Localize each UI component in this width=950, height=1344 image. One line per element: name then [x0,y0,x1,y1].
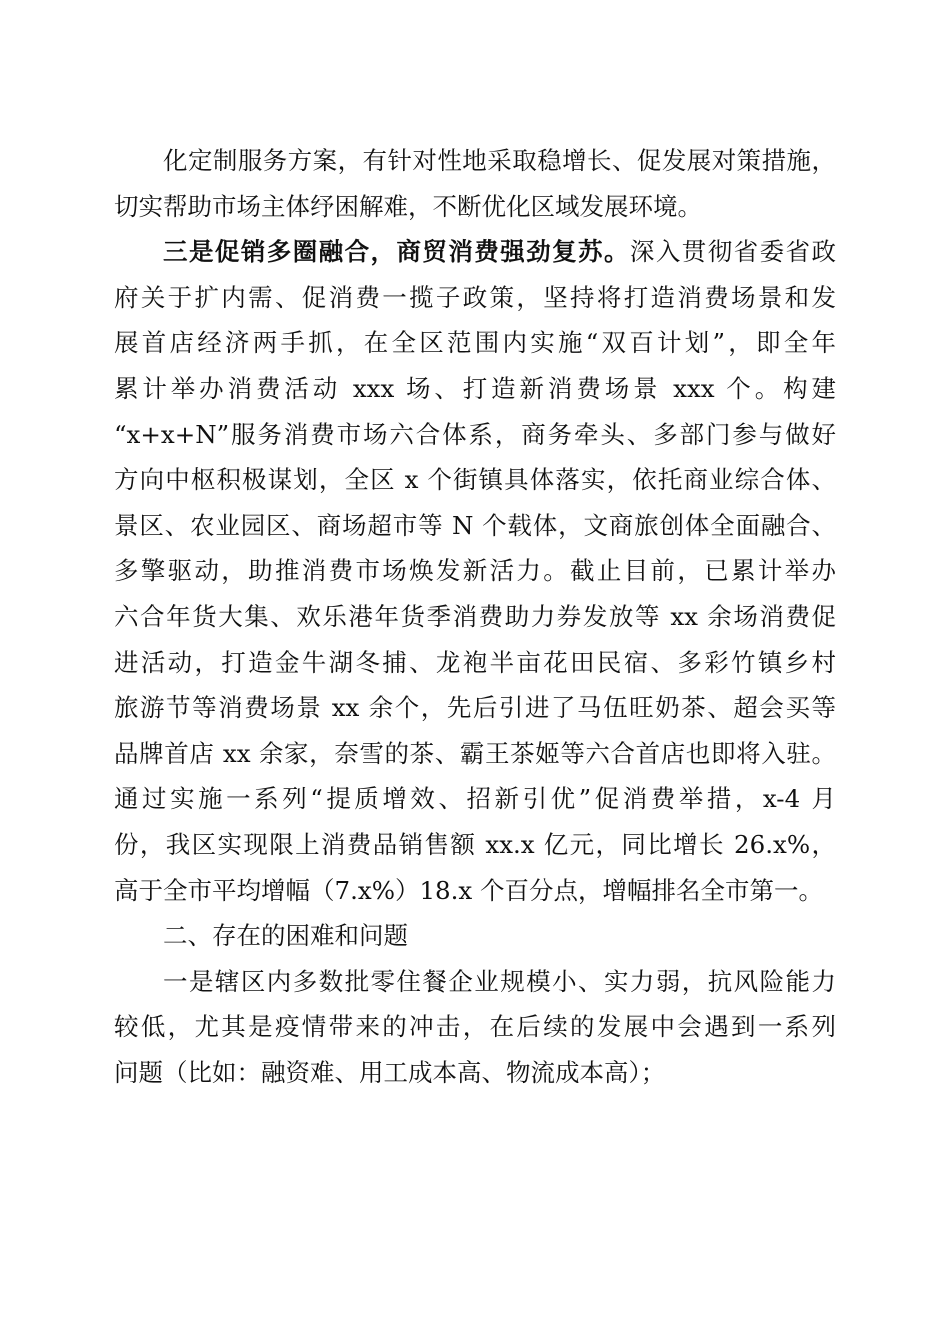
paragraph-difficulties [114,959,836,1096]
text-line: 较低，尤其是疫情带来的冲击，在后续的发展中会遇到一系列 [114,1012,836,1042]
text-line: 通过实施一系列“提质增效、招新引优”促消费举措，x-4 月 [114,784,836,814]
text-line-rest: 深入贯彻省委省政 [629,237,836,267]
text-line: 化定制服务方案，有针对性地采取稳增长、促发展对策措施， [163,146,836,175]
text-line: 方向中枢积极谋划，全区 x 个街镇具体落实，依托商业综合体、 [114,465,836,495]
text-line: 切实帮助市场主体纾困解难，不断优化区域发展环境。 [114,191,702,221]
text-line: 品牌首店 xx 余家，奈雪的茶、霸王茶姬等六合首店也即将入驻。 [114,738,836,768]
text-line: 多擎驱动，助推消费市场焕发新活力。截止目前，已累计举办 [114,556,836,586]
text-line: 累计举办消费活动 xxx 场、打造新消费场景 xxx 个。构建 [114,373,836,403]
text-line: 问题（比如：融资难、用工成本高、物流成本高）； [114,1057,666,1087]
section-heading: 二、存在的困难和问题 [163,921,408,951]
text-line: 一是辖区内多数批零住餐企业规模小、实力弱，抗风险能力 [163,966,836,996]
text-line: 份，我区实现限上消费品销售额 xx.x 亿元，同比增长 26.x%， [114,829,836,859]
text-line: 景区、农业园区、商场超市等 N 个载体，文商旅创体全面融合、 [114,510,836,540]
text-line: “x+x+N”服务消费市场六合体系，商务牵头、多部门参与做好 [114,419,836,449]
text-line: 高于全市平均增幅（7.x%）18.x 个百分点，增幅排名全市第一。 [114,875,824,905]
document-page [114,138,836,1095]
text-line [114,229,836,275]
paragraph-consumption-recovery [114,229,836,913]
text-line: 六合年货大集、欢乐港年货季消费助力券发放等 xx 余场消费促 [114,601,836,631]
text-line: 旅游节等消费场景 xx 余个，先后引进了马伍旺奶茶、超会买等 [114,693,836,723]
paragraph-lead-bold: 三是促销多圈融合，商贸消费强劲复苏。 [163,237,630,267]
text-line: 展首店经济两手抓，在全区范围内实施“双百计划”，即全年 [114,328,836,358]
text-line: 进活动，打造金牛湖冬捕、龙袍半亩花田民宿、多彩竹镇乡村 [114,647,836,677]
text-line: 府关于扩内需、促消费一揽子政策，坚持将打造消费场景和发 [114,282,836,312]
paragraph-service-plan [114,138,836,229]
